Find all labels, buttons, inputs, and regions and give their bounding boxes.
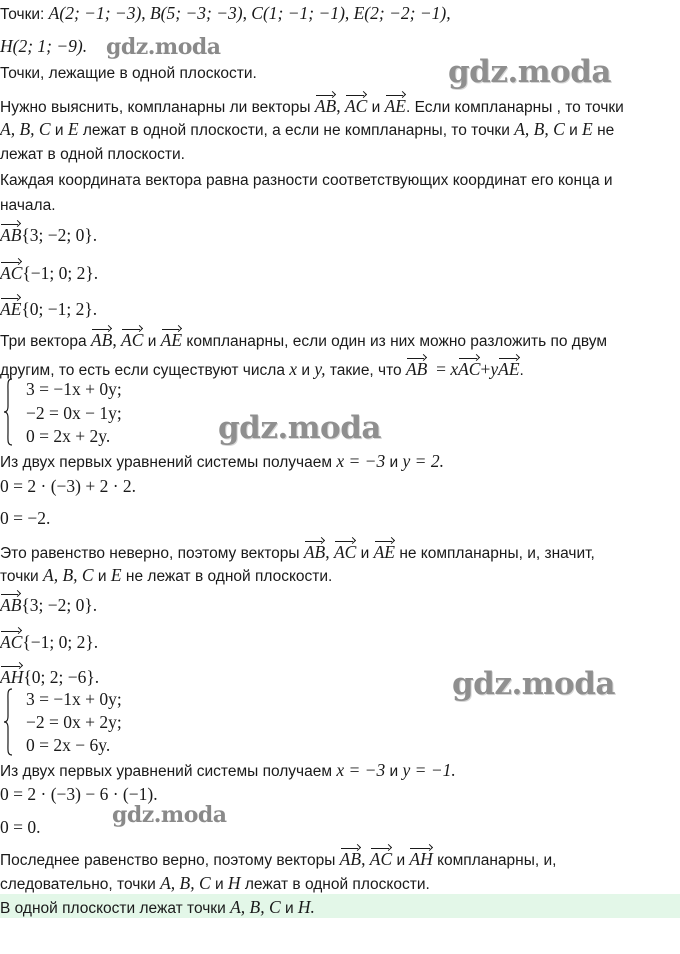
intro-line-1: Нужно выяснить, компланарны ли векторы AB, AC и AE. Если компланарны , то точки <box>0 96 624 116</box>
system-equation: 0 = 2x − 6y. <box>26 735 111 755</box>
system-equation: −2 = 0x − 1y; <box>26 403 122 423</box>
conclusion-line-1: Последнее равенство верно, поэтому векторы AB, AC и AH компланарны, и, <box>0 849 557 869</box>
system-equation: −2 = 0x + 2y; <box>26 712 122 732</box>
check-line: 0 = 2 · (−3) − 6 · (−1). <box>0 784 158 804</box>
decomp-line-2: другим, то есть если существуют числа x и y, такие, что AB = xAC+yAE. <box>0 359 524 379</box>
points-line: Точки: A(2; −1; −3), B(5; −3; −3), C(1; −1; −1), E(2; −2; −1), <box>0 3 451 23</box>
conclusion-line-2: точки A, B, C и E не лежат в одной плоскости. <box>0 565 333 585</box>
vector-ae-coords: AE{0; −1; 2}. <box>0 299 98 319</box>
intro-line-2: A, B, C и E лежат в одной плоскости, а если не компланарны, то точки A, B, C и E не <box>0 119 615 139</box>
watermark: gdz.moda <box>452 666 615 702</box>
conclusion-line-2: следовательно, точки A, B, C и H лежат в одной плоскости. <box>0 873 430 893</box>
decomp-line-1: Три вектора AB, AC и AE компланарны, если один из них можно разложить по двум <box>0 330 607 350</box>
watermark: gdz.moda <box>448 54 611 90</box>
section-title: Точки, лежащие в одной плоскости. <box>0 65 257 82</box>
points-line-2: H(2; 1; −9). <box>0 36 88 56</box>
result-line: Из двух первых уравнений системы получаем x = −3 и y = 2. <box>0 451 444 471</box>
rule-line-1: Каждая координата вектора равна разности соответствующих координат его конца и <box>0 172 613 189</box>
system-brace <box>3 378 13 446</box>
conclusion-line-1: Это равенство неверно, поэтому векторы AB, AC и AE не компланарны, и, значит, <box>0 542 595 562</box>
vector-ac-coords: AC{−1; 0; 2}. <box>0 632 99 652</box>
check-line: 0 = −2. <box>0 508 51 528</box>
vector-ab-coords: AB{3; −2; 0}. <box>0 595 98 615</box>
watermark: gdz.moda <box>112 802 227 828</box>
vector-ah-coords: AH{0; 2; −6}. <box>0 667 100 687</box>
check-line: 0 = 2 · (−3) + 2 · 2. <box>0 476 137 496</box>
watermark: gdz.moda <box>218 410 381 446</box>
vector-ac-coords: AC{−1; 0; 2}. <box>0 263 99 283</box>
answer-line: В одной плоскости лежат точки A, B, C и H. <box>0 897 315 917</box>
check-line: 0 = 0. <box>0 817 41 837</box>
intro-line-3: лежат в одной плоскости. <box>0 146 185 163</box>
system-brace <box>3 688 13 756</box>
system-equation: 3 = −1x + 0y; <box>26 379 122 399</box>
system-equation: 0 = 2x + 2y. <box>26 426 111 446</box>
result-line: Из двух первых уравнений системы получаем x = −3 и y = −1. <box>0 760 456 780</box>
watermark: gdz.moda <box>106 34 221 60</box>
rule-line-2: начала. <box>0 197 56 214</box>
system-equation: 3 = −1x + 0y; <box>26 689 122 709</box>
vector-ab-coords: AB{3; −2; 0}. <box>0 225 98 245</box>
